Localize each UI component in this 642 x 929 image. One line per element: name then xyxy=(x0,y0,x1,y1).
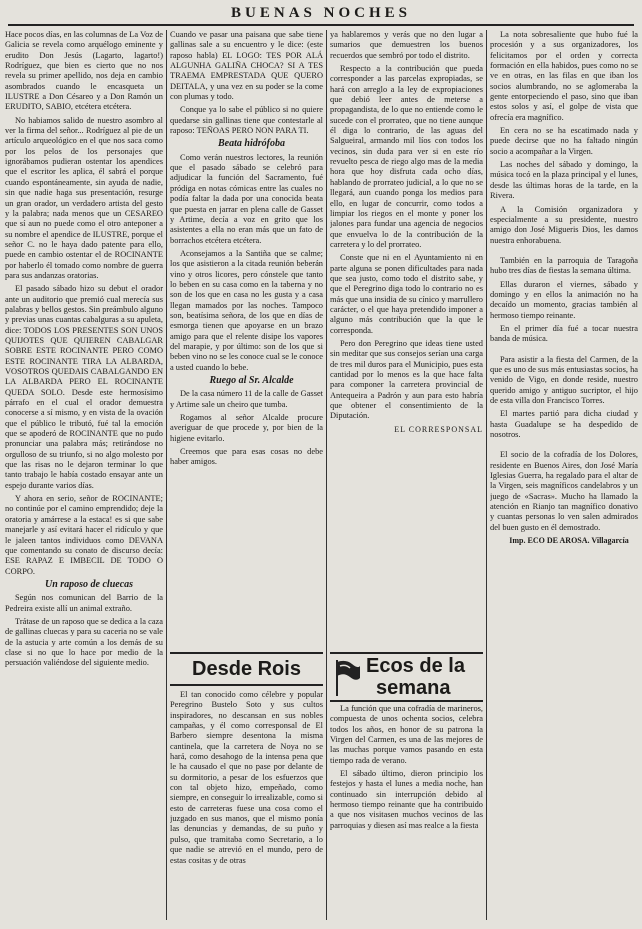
masthead xyxy=(0,4,642,26)
desde-rois-heading xyxy=(170,652,323,686)
article-paragraph: La función que una cofradía de marineros, compuesta de unos ochenta socios, celebra todos los años, en honor de su patrona la Virgen del Carmen, es una de las mejores de las muchas porque vamos pasando en esta tiempo rada de verano. xyxy=(330,704,483,765)
article-paragraph: Cuando ve pasar una paisana que sabe tiene gallinas sale a su encuentro y le dice: (este raposo habla) EL LOGO: TES POR ALÁ ALGUNHA GALIÑA CHOCA? SI A TES TRAEMA EMPRESTADA QUE QUERO DEITALA, y una vez en su poder se la come con plumas y todo. xyxy=(170,30,323,102)
column-2 xyxy=(170,30,323,648)
desde-rois-article xyxy=(170,690,323,926)
article-paragraph: Creemos que para esas cosas no debe haber amigos. xyxy=(170,447,323,467)
article-paragraph: A la Comisión organizadora y especialmente a su presidente, nuestro amigo don José Migueris Dios, les damos nuestra enhorabuena. xyxy=(490,204,638,245)
article-paragraph: En el primer día fué a tocar nuestra banda de música. xyxy=(490,323,638,344)
article-paragraph: El socio de la cofradía de los Dolores, residente en Buenos Aires, don José María Iglesias Guerra, ha regalado para el altar de la Virgen, seis magníficos candelabros y un juego de «Sacras». Mucho ha llamado la atención en Rianjo tan magnífico donativo y cuantas personas lo ven salen admirados del buen gusto en él demostrado. xyxy=(490,450,638,532)
masthead-rule xyxy=(8,24,634,26)
article-paragraph: No habiamos salido de nuestro asombro al ver la firma del señor... Rodríguez al pie de un artículo arqueológico en el que nos saca como por los pelos de los personajes que ignorábamos pudieran ostentar los apendices que el escritor les aplica, él sabrá el porque cuando espontáneamente, sin ayuda de nadie, sin que nadie haga sus presentación, resurge un gran orador, un verdadero artista del gesto y la palabra; nada menos que un CESAREO que sí aun no puede como el otro anteponer a su nombre el apendice de ILUSTRE, porque el señor C. no le haya dado patente para ello, puede en cambio ostentar el de ROCINANTE por haberlo él tomado como nombre de guerra para sus andanzas oratorias. xyxy=(5,115,163,280)
section-subheading: Un raposo de cluecas xyxy=(44,578,134,590)
column-3 xyxy=(330,30,483,648)
article-paragraph: El sábado último, dieron principio los festejos y hasta el lunes a media noche, han continuado sin interrupción debido al hermoso tiempo reinante que ha contribuido a que nos visitasen muchos vecinos de las parroquias y diesen así mas realce a la fiesta xyxy=(330,769,483,830)
column-divider xyxy=(166,30,167,920)
section-heading: Desde Rois xyxy=(192,658,301,680)
article-paragraph: Conque ya lo sabe el público si no quiere quedarse sin gallinas tiene que contestarle al raposo: TEÑOAS PERO NON PARA TI. xyxy=(170,105,323,136)
article-paragraph: En cera no se ha escatimado nada y puede decirse que no ha faltado ningún socio a acompañar a la Virgen. xyxy=(490,126,638,156)
article-paragraph: Para asistir a la fiesta del Carmen, de la que es uno de sus más entusiastas socios, ha venido de Vigo, en donde reside, nuestro querido amigo y antiguo sucriptor, el hijo de esta villa don Francisco Torres. xyxy=(490,354,638,405)
article-paragraph: También en la parroquia de Taragoña hubo tres días de fiestas la semana última. xyxy=(490,255,638,276)
column-divider xyxy=(326,30,327,920)
ecos-heading xyxy=(330,652,483,702)
article-paragraph: Conste que ni en el Ayuntamiento ni en parte alguna se ponen dificultades para nada que sea justo, como todo el distrito sabe, y que el Peregrino diga todo lo contrario no es más que una insidia de su cínico y marrullero carácter, o el que haya pretendido imponer a alguno más contribución que la que le corresponda. xyxy=(330,253,483,335)
byline: EL CORRESPONSAL xyxy=(394,424,483,434)
section-heading: semana xyxy=(376,677,451,699)
column-1 xyxy=(5,30,163,925)
masthead-title: BUENAS NOCHES xyxy=(231,5,411,21)
printer-imprint: Imp. ECO DE AROSA. Villagarcía xyxy=(509,536,629,546)
article-paragraph: Trátase de un raposo que se dedica a la caza de gallinas cluecas y para su caceria no se vale de la astucia y arte común a los demás de su clase si no que lo hace por medio de la persuación valiéndose del siguiente medio. xyxy=(5,616,163,668)
ecos-article xyxy=(330,704,483,926)
article-paragraph: El pasado sábado hizo su debut el orador ante un auditorio que premió cual merecía sus palabras y bellos gestos. Sin preámbulo alguno y previas unas cuantas cabalguras a su apuleta, dice: TODOS LOS PRESENTES SON UNOS QUIJOTES QUE QUIEREN CABALGAR SOBRE ESTE ROCINANTE PERO COMO ESTE ROCINANTE TIRA LA ALBARDA, VOSOTROS QUEDAIS CABALGANDO EN LA ALBARDA PERO EL ROCINANTE QUEDA SOLO. Desde este hermosísimo párrafo en el cual el orador demuestra conocerse a sí mismo, y en vista de la ovación que el público le tributó, fué tal la emoción que se apoderó de ROCINANTE que no pudo pronunciar una palabra más; retirándose no orgulloso de su triunfo, si no algo molesto por que las risas no le dejaron terminar lo que tanto trabajo le había costado ensayar ante un espejo durante varios días. xyxy=(5,284,163,490)
article-paragraph: Hace pocos días, en las columnas de La Voz de Galicia se revela como arquélogo eminente y erudito Don Jesús (Lagarto, lagarto!) Rodríguez, que bien es cierto que no nos revela su primer apellido, nos deja en cambio asombrados cuando le encasqueta un ILUSTRE a Don Césareo y a Don Ramón un ERUDITO, SABIO, etcétera etcétera. xyxy=(5,30,163,112)
column-4 xyxy=(490,30,638,925)
article-paragraph: Las noches del sábado y domingo, la música tocó en la plaza principal y el lunes, desde las últimas horas de la tarde, en la Rivera. xyxy=(490,160,638,201)
article-paragraph: Según nos comunican del Barrio de la Pedreira existe allí un animal extraño. xyxy=(5,593,163,613)
article-paragraph: ya hablaremos y verás que no den lugar a sumarios que demuestren los buenos recuerdos que sembró por todo el distrito. xyxy=(330,30,483,60)
section-heading: Ecos de la xyxy=(366,655,465,677)
column-divider xyxy=(486,30,487,920)
article-paragraph: Pero don Peregrino que ideas tiene usted sin meditar que sus consejos serían una carga de tres mil duros para el Municipio, pues esta cantidad por lo menos es la que hace falta para componer la carretera provincial de Antequeira a Padrón y aun para esto habría que obtener el consentimiento de la Diputación. xyxy=(330,338,483,421)
article-paragraph: Ellas duraron el viernes, sábado y domingo y en ellos la animación no ha decaído un momento, gracias también al hermoso tiempo reinante. xyxy=(490,279,638,320)
section-subheading: Beata hidrófoba xyxy=(218,138,285,150)
article-paragraph: El martes partió para dicha ciudad y hasta Guadalupe se ha despedido de nosotros. xyxy=(490,409,638,440)
flag-ornament-icon xyxy=(332,658,362,698)
article-paragraph: La nota sobresaliente que hubo fué la procesión y a sus organizadores, los felicitamos por el orden y correcta formación en ella habidos, pues como no se ve en otras, en las filas en que iban los socios alumbrando, no se aglomeraba la gente entorpeciendo el paso, sino que iban estos solos y así, el golpe de vista que ofrecía era magnífico. xyxy=(490,30,638,122)
article-paragraph: Respecto a la contribución que pueda corresponder a las parcelas expropiadas, se hará con arreglo a la ley de expropiaciones que debió leer antes de meterse a propagandista, de lo que no entiende como le sucede con el prorrateo, que no tiene aunque él diga lo contrario, de las aguas del Salgueiral, armando mil líos con todos los vecinos, sin duda para ver si en este río revuelto pesca de riego algo mas de la media hora que hoy disfruta cada ocho días, hablando de prorrateo judicial, a lo que no se llegará, aun cuando ponga los medios para ello, en lugar de concurrir, como todos a limpiar los riegos en el monte y poner los jalones para fundar una agencia de negocios que envuelva lo de la contribución de la carretera y lo del prorrateo. xyxy=(330,64,483,249)
article-paragraph: De la casa número 11 de la calle de Gasset y Artime sale un cheiro que tumba. xyxy=(170,389,323,409)
article-paragraph: El tan conocido como célebre y popular Peregrino Bustelo Soto y sus cultos inspiradores, no descansan en sus nobles campañas, y él como corresponsal de El Barbero siempre desentona la misma cantinela, que la carretera de Noya no se hará, como desahogo de la intensa pena que le ha causado el que no pase por delante de su dormitorio, a pesar de los esfuerzos que con tal objeto hizo, empeñado, como siempre, en conseguir lo irrealizable, como si esto de carreteras fuese una cosa como el juzgado en sus manos, que el mismo ponía las denuncias y demandas, de su puño y pulso, que tramitaba como Secretario, a lo que nadie se atrevió en el mundo, pero de estas cositas y de otras xyxy=(170,690,323,865)
section-subheading: Ruego al Sr. Alcalde xyxy=(209,375,294,386)
article-paragraph: Rogamos al señor Alcalde procure averiguar de que procede y, por bien de la higiene evitarlo. xyxy=(170,413,323,443)
article-paragraph: Y ahora en serio, señor de ROCINANTE; no continúe por el camino emprendido; deje la oratoria y amárrese a la estaca! es si que sabe manejarle y así evitará hacer el ridículo y que le jaleen tantos individuos como DEVANA que comentando su conato de discurso decía: ESE RAPAZ E IMBECIL DE TODO O CORPO. xyxy=(5,494,163,576)
article-paragraph: Aconsejamos a la Santiña que se calme; los que asistieron a la citada reunión beberán vino y otros licores, pero cónstele que tanto lo beben en su casa como en la taberna y no son de los que en casa no les gusta y a casa llegan mamados por las noches. Tampoco son, beatísima señora, de los que en días de esmorga tienen que apoyarse en un brazo amigo para que el relente disipe los vapores del marapie, y por último: son de los que si beben vino no se les conoce cual se le conoce a usted cuando lo bebe. xyxy=(170,248,323,372)
article-paragraph: Como verán nuestros lectores, la reunión que el pasado sábado se celebró para adjudicar la función del Sacramento, fué pródiga en notas cómicas entre las cuales no podía faltar la dada por una conocida beata que puesta en jarrar en plena calle de Gasset y Artime, decía a voz en grito que los asistentes a ella no eran más que un fato de borrachos etcétera etcétera. xyxy=(170,152,323,245)
